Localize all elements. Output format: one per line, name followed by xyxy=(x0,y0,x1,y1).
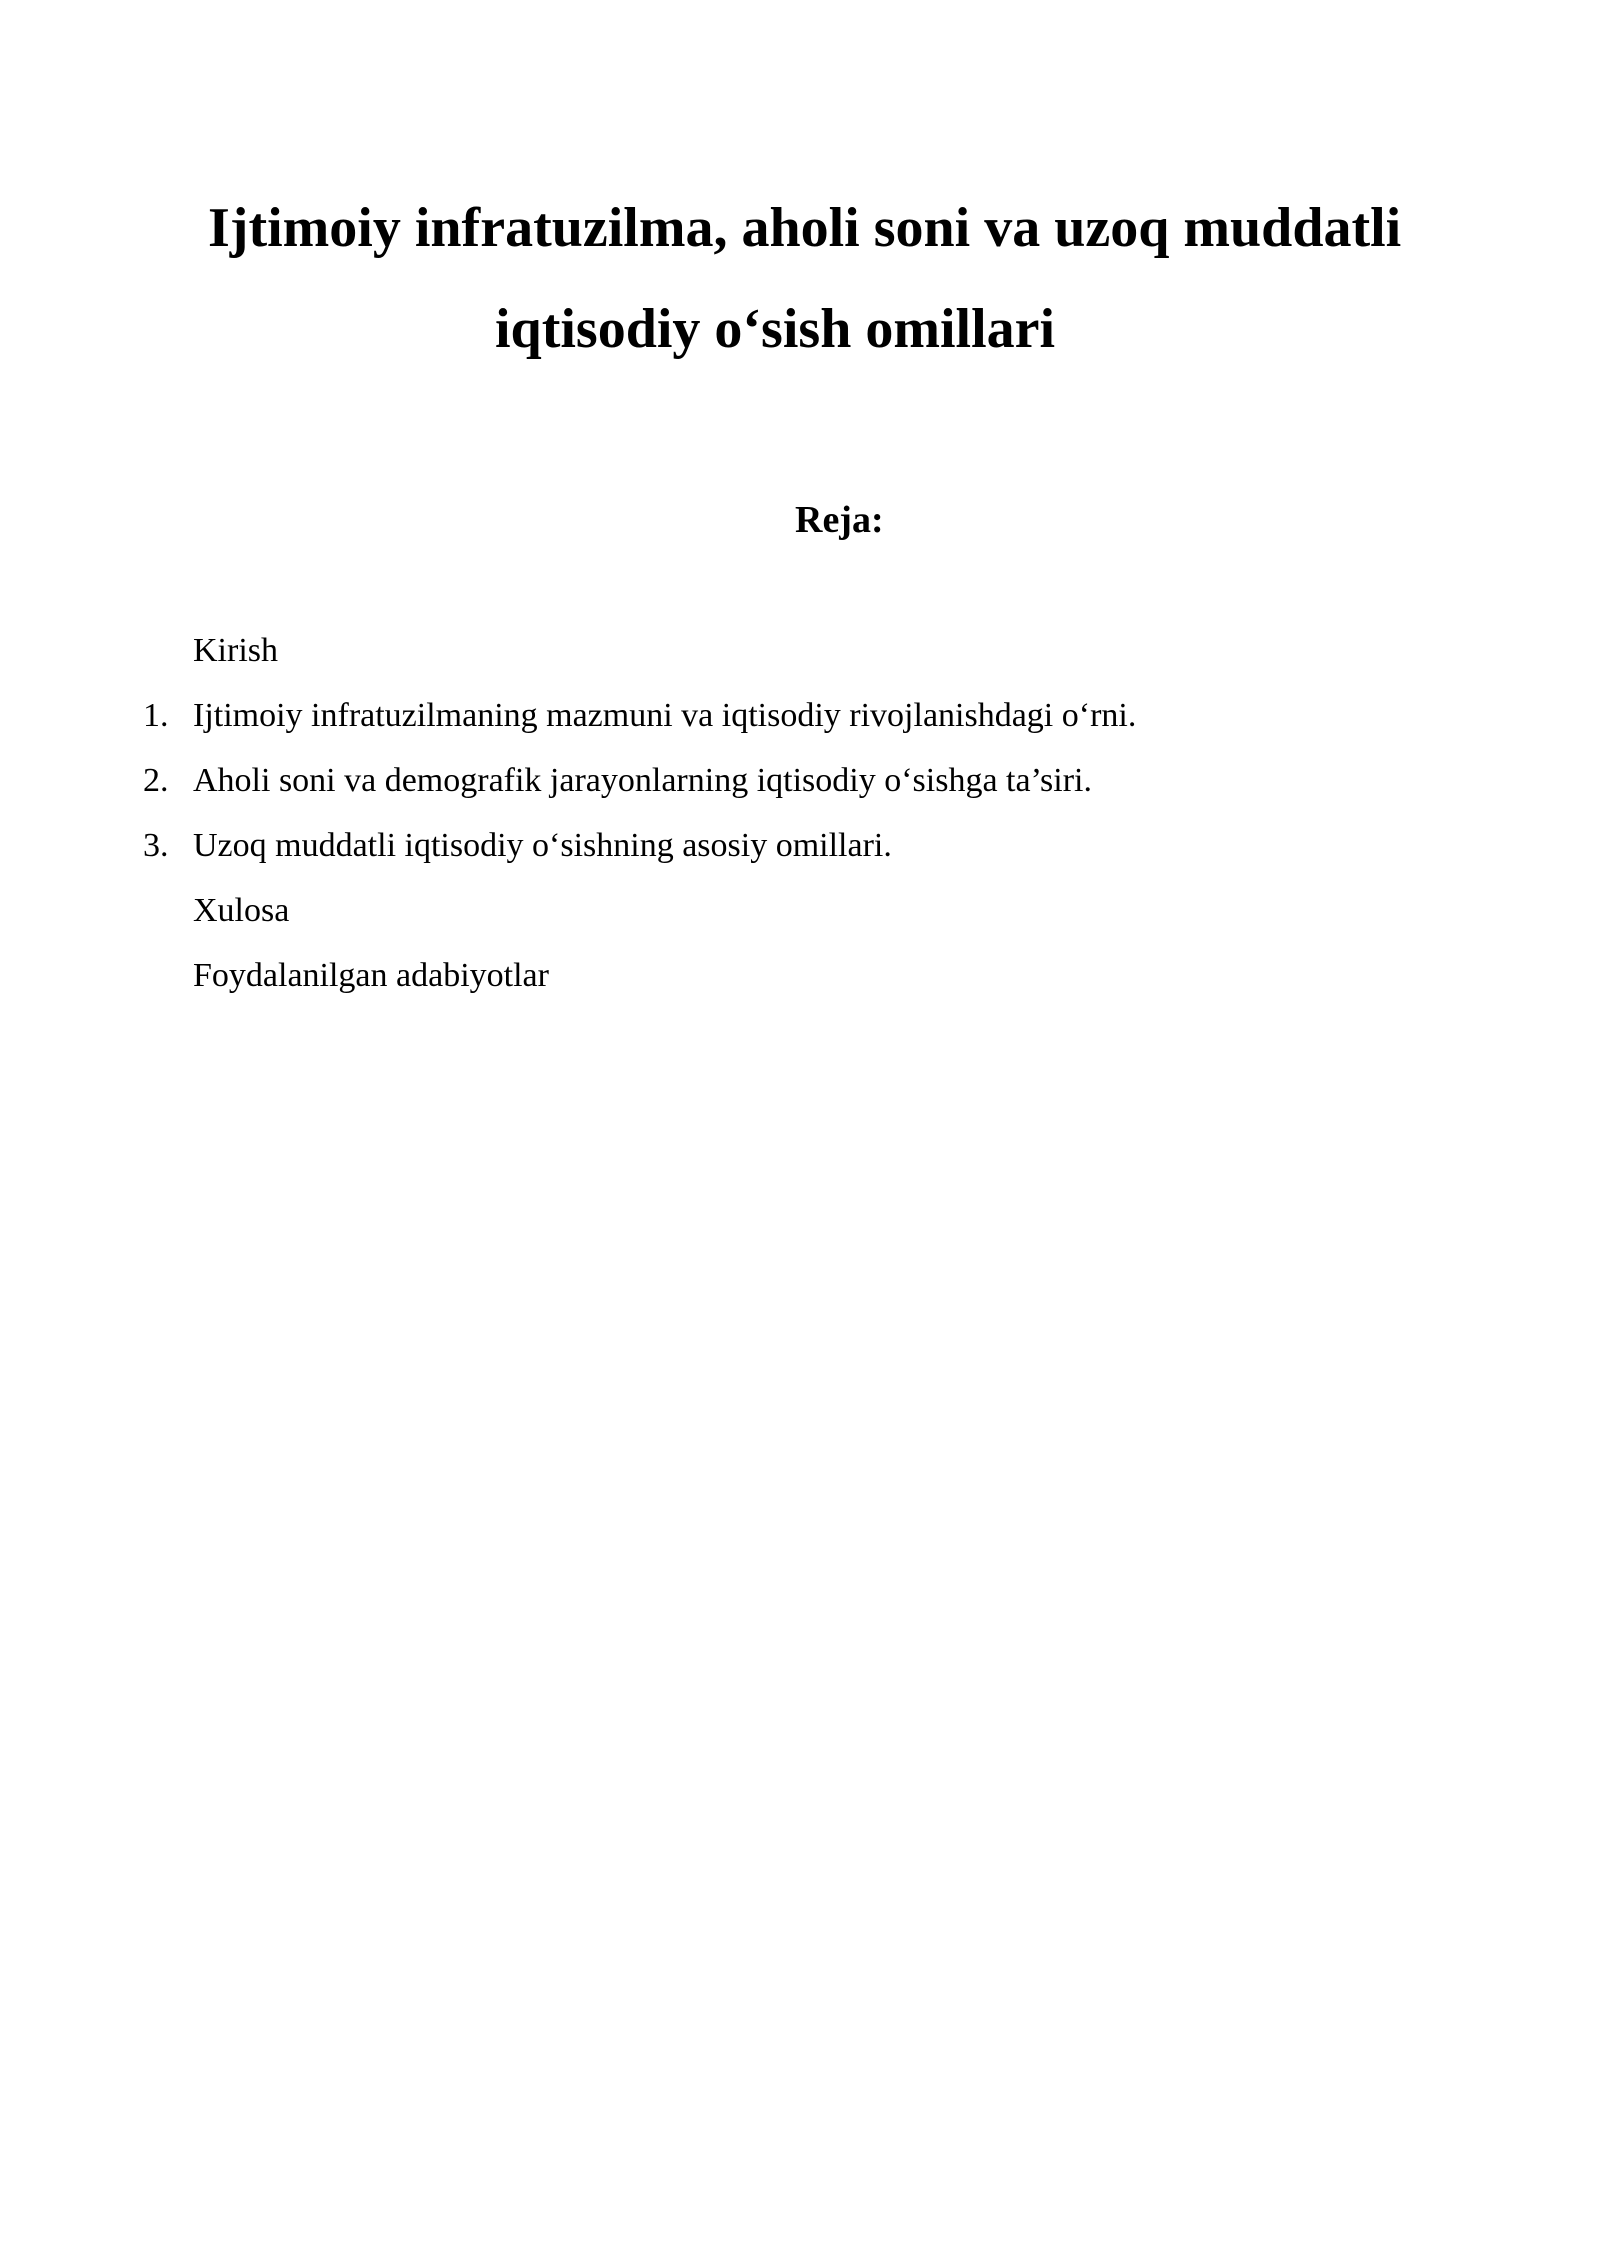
plan-heading: Reja: xyxy=(795,499,884,541)
plan-item-number: 3. xyxy=(143,827,169,864)
plan-item-2 xyxy=(0,748,1600,813)
plan-item-text: Aholi soni va demografik jarayonlarning iqtisodiy o‘sishga ta’siri. xyxy=(193,762,1092,799)
plan-item-number: 2. xyxy=(143,762,169,799)
plan-item-number: 1. xyxy=(143,697,169,734)
plan-item-text: Uzoq muddatli iqtisodiy o‘sishning asosiy omillari. xyxy=(193,827,892,864)
plan-item-text: Ijtimoiy infratuzilmaning mazmuni va iqtisodiy rivojlanishdagi o‘rni. xyxy=(193,697,1137,734)
document-title-line-2: iqtisodiy o‘sish omillari xyxy=(495,298,1056,360)
plan-item-introduction xyxy=(0,618,1600,683)
plan-item-text: Xulosa xyxy=(193,892,290,929)
plan-item-references xyxy=(0,943,1600,1008)
plan-item-3 xyxy=(0,813,1600,878)
plan-list xyxy=(0,618,1600,1008)
plan-item-conclusion xyxy=(0,878,1600,943)
plan-item-text: Kirish xyxy=(193,632,278,669)
document-title-line-1: Ijtimoiy infratuzilma, aholi soni va uzoq muddatli xyxy=(208,197,1402,259)
plan-item-1 xyxy=(0,683,1600,748)
plan-item-text: Foydalanilgan adabiyotlar xyxy=(193,957,549,994)
